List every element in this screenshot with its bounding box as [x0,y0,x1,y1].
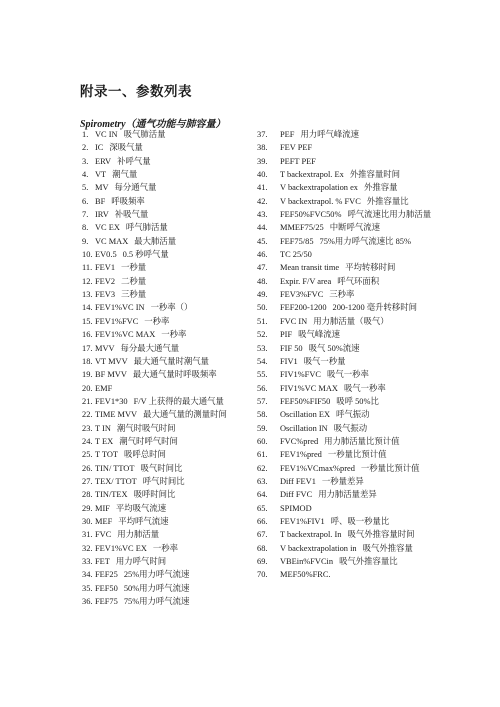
parameter-row [257,342,482,355]
parameter-row [82,342,252,355]
parameter-abbreviation: FEV1 [95,263,116,273]
parameter-row [82,328,252,341]
parameter-row [257,515,482,528]
parameter-list-left [82,128,252,608]
parameter-abbreviation: VC IN [95,130,118,139]
parameter-abbreviation: VBEin%FVCin [280,557,334,566]
parameter-number: 51. [257,316,268,326]
parameter-row [82,155,252,168]
parameter-row [257,382,482,395]
parameter-abbreviation: FEV1%VCmax%pred [280,463,355,473]
parameter-description: 每分通气量 [114,183,157,193]
parameter-abbreviation: EMF [95,383,113,393]
parameter-number: 27. [82,476,93,486]
parameter-list-right [257,128,482,582]
parameter-abbreviation: ERV [95,156,112,166]
parameter-number: 15. [82,316,93,326]
parameter-row [257,221,482,234]
parameter-description: 200-1200 毫升转移时间 [332,303,417,313]
parameter-abbreviation: Oscillation EX [280,410,331,420]
parameter-abbreviation: TIME MVV [95,410,138,420]
parameter-description: 75%用力呼气流速 [123,597,190,607]
parameter-abbreviation: V backextrapolation ex [280,183,358,193]
parameter-number: 4. [82,170,89,180]
parameter-abbreviation: T IN [95,423,111,433]
parameter-abbreviation: VC MAX [95,236,129,246]
parameter-abbreviation: TC 25/50 [280,250,312,260]
parameter-description: 最大肺活量 [134,236,177,246]
parameter-number: 16. [82,330,93,340]
parameter-row [257,275,482,288]
parameter-description: 二秒量 [121,276,147,286]
parameter-row [257,168,482,181]
parameter-row [82,168,252,181]
parameter-number: 9. [82,236,89,246]
parameter-abbreviation: FVC%pred [280,436,319,446]
parameter-abbreviation: PIF [280,330,293,340]
parameter-abbreviation: FVC [95,530,112,540]
parameter-abbreviation: T backextrapol. In [280,530,342,540]
parameter-row [82,315,252,328]
parameter-description: 用力呼气峰流速 [300,130,360,139]
parameter-description: 一秒率 [152,543,179,553]
parameter-abbreviation: T TOT [95,450,119,460]
parameter-row [257,141,482,154]
parameter-abbreviation: Diff FVC [280,490,313,500]
parameter-row [82,141,252,154]
parameter-description: 最大通气量时潮气量 [133,356,210,366]
parameter-number: 1. [82,130,89,139]
parameter-description: 一秒量差异 [321,476,364,486]
parameter-description: 补呼气量 [117,156,151,166]
parameter-row [82,395,252,408]
parameter-number: 36. [82,597,93,607]
parameter-abbreviation: TIN/TEX [95,490,128,500]
parameter-description: 呼气振动 [336,410,370,420]
parameter-row [82,235,252,248]
parameter-description: 平均吸气流速 [115,503,167,513]
parameter-abbreviation: VT MVV [95,356,128,366]
parameter-description: 50%用力呼气流速 [123,583,190,593]
parameter-description: 一秒量 [121,263,147,273]
parameter-row [257,555,482,568]
parameter-row [257,288,482,301]
parameter-number: 68. [257,543,268,553]
parameter-number: 18. [82,356,93,366]
parameter-number: 58. [257,410,268,420]
parameter-row [82,382,252,395]
section-heading: Spirometry（通气功能与肺容量） [80,119,226,130]
parameter-abbreviation: V backextrapolation in [280,543,357,553]
parameter-description: 25%用力呼气流速 [123,570,190,580]
parameter-row [82,528,252,541]
parameter-description: 一秒率 [161,330,187,340]
parameter-description: 三秒率 [329,290,355,300]
parameter-description: 吸气 50%流速 [308,343,360,353]
parameter-number: 5. [82,183,89,193]
parameter-row [82,568,252,581]
parameter-abbreviation: Mean transit time [280,263,340,273]
parameter-row [257,488,482,501]
parameter-number: 45. [257,236,268,246]
parameter-abbreviation: FEV3 [95,290,116,300]
parameter-number: 41. [257,183,268,193]
parameter-number: 37. [257,130,268,139]
parameter-description: 最大通气量的测量时间 [143,410,227,420]
parameter-description: 吸气峰流速 [298,330,340,340]
parameter-abbreviation: FEF50 [95,583,118,593]
parameter-row [82,181,252,194]
parameter-description: 外推容量时间 [349,170,401,180]
parameter-number: 14. [82,303,93,313]
parameter-number: 44. [257,223,268,233]
parameter-number: 7. [82,210,89,220]
parameter-row [82,488,252,501]
parameter-description: 吸气一秒率 [326,370,369,380]
parameter-row [82,128,252,141]
parameter-description: 呼、吸一秒量比 [330,516,390,526]
parameter-description: 吸气时间比 [140,463,183,473]
parameter-number: 6. [82,196,89,206]
parameter-description: 吸气外推容量比 [339,557,398,566]
parameter-abbreviation: FIV1%FVC [280,370,321,380]
parameter-description: 外推容量比 [366,196,409,206]
parameter-row [257,261,482,274]
parameter-abbreviation: BF [95,196,106,206]
parameter-abbreviation: MVV [95,343,115,353]
parameter-description: 一秒量比预计值 [360,463,420,473]
parameter-number: 10. [82,250,93,260]
parameter-description: F/V 上获得的最大通气量 [133,396,224,406]
parameter-abbreviation: FEV1%VC IN [95,303,145,313]
parameter-description: 吸气外推容量时间 [347,530,415,540]
parameter-row [257,248,482,261]
parameter-row [257,395,482,408]
parameter-abbreviation: TIN/ TTOT [95,463,135,473]
parameter-number: 35. [82,583,93,593]
parameter-number: 24. [82,436,93,446]
parameter-row [82,435,252,448]
parameter-description: 呼气时间比 [142,476,185,486]
parameter-row [257,235,482,248]
parameter-row [82,221,252,234]
parameter-number: 26. [82,463,93,473]
parameter-number: 12. [82,276,93,286]
parameter-description: 外推容量 [363,183,398,193]
parameter-description: 用力肺活量（吸气） [313,316,389,326]
parameter-row [82,208,252,221]
parameter-row [257,195,482,208]
parameter-row [82,408,252,421]
parameter-description: 一秒量比预计值 [327,450,387,460]
parameter-number: 63. [257,476,268,486]
parameter-row [257,368,482,381]
parameter-number: 61. [257,450,268,460]
parameter-row [82,275,252,288]
parameter-number: 57. [257,396,268,406]
page-title: 附录一、参数列表 [80,84,192,99]
parameter-abbreviation: FEV1%VC MAX [95,330,156,340]
parameter-abbreviation: FEV1%pred [280,450,322,460]
parameter-row [257,155,482,168]
parameter-number: 13. [82,290,93,300]
parameter-row [257,568,482,581]
parameter-number: 66. [257,516,268,526]
parameter-description: 潮气量 [112,170,138,180]
parameter-number: 38. [257,143,268,153]
parameter-description: 每分最大通气量 [120,343,180,353]
parameter-description: 吸呼时间比 [133,490,176,500]
parameter-abbreviation: Oscillation IN [280,423,328,433]
parameter-abbreviation: FEF75/85 [280,236,314,246]
parameter-row [257,542,482,555]
parameter-description: 用力呼气时间 [115,557,167,566]
parameter-row [82,195,252,208]
parameter-number: 31. [82,530,93,540]
parameter-row [257,502,482,515]
parameter-number: 21. [82,396,93,406]
parameter-abbreviation: FEV1*30 [95,396,128,406]
parameter-row [82,555,252,568]
parameter-number: 62. [257,463,268,473]
parameter-abbreviation: PEFT PEF [280,156,316,166]
parameter-abbreviation: SPIMOD [280,503,312,513]
parameter-row [82,542,252,555]
parameter-number: 69. [257,557,268,566]
parameter-abbreviation: T EX [95,436,114,446]
parameter-number: 60. [257,436,268,446]
parameter-row [82,582,252,595]
parameter-abbreviation: FEV1%FVC [95,316,139,326]
parameter-row [82,502,252,515]
parameter-row [82,355,252,368]
parameter-description: 补吸气量 [114,210,149,220]
parameter-description: 呼气流速比用力肺活量 [347,210,432,220]
parameter-description: 一秒率 [144,316,170,326]
parameter-description: 呼气环面积 [337,276,380,286]
parameter-number: 59. [257,423,268,433]
parameter-number: 17. [82,343,93,353]
parameter-abbreviation: IRV [95,210,109,220]
parameter-description: 一秒率（） [150,303,193,313]
parameter-number: 52. [257,330,268,340]
parameter-abbreviation: VT [95,170,107,180]
parameter-row [257,301,482,314]
parameter-description: 吸呼 50%比 [336,396,379,406]
parameter-description: 最大通气量时呼吸频率 [132,370,217,380]
parameter-abbreviation: EV0.5 [95,250,117,260]
parameter-number: 43. [257,210,268,220]
parameter-abbreviation: FEV1%VC EX [95,543,147,553]
parameter-description: 呼气肺活量 [125,223,168,233]
parameter-number: 67. [257,530,268,540]
parameter-row [257,475,482,488]
parameter-abbreviation: MIF [95,503,110,513]
parameter-description: 平均呼气流速 [118,516,169,526]
parameter-abbreviation: T backextrapol. Ex [280,170,344,180]
parameter-abbreviation: FEF50%FIF50 [280,396,331,406]
parameter-abbreviation: VC EX [95,223,120,233]
parameter-abbreviation: FIF 50 [280,343,303,353]
parameter-number: 40. [257,170,268,180]
parameter-number: 2. [82,143,89,153]
parameter-number: 20. [82,383,93,393]
parameter-number: 30. [82,516,93,526]
parameter-row [82,301,252,314]
parameter-row [82,475,252,488]
parameter-description: 潮气时吸气时间 [116,423,176,433]
parameter-abbreviation: FIV1%VC MAX [280,383,338,393]
parameter-number: 11. [82,263,93,273]
parameter-abbreviation: Expir. F/V area [280,276,332,286]
parameter-row [257,408,482,421]
parameter-abbreviation: MEF [95,516,113,526]
parameter-row [82,261,252,274]
parameter-number: 33. [82,557,93,566]
parameter-number: 28. [82,490,93,500]
parameter-abbreviation: MMEF75/25 [280,223,324,233]
parameter-description: 0.5 秒呼气量 [122,250,169,260]
parameter-abbreviation: FEV3%FVC [280,290,324,300]
parameter-number: 3. [82,156,89,166]
parameter-number: 65. [257,503,268,513]
parameter-abbreviation: FVC IN [280,316,308,326]
parameter-row [257,315,482,328]
parameter-abbreviation: FEF75 [95,597,118,607]
parameter-abbreviation: FEF25 [95,570,118,580]
parameter-row [82,248,252,261]
parameter-abbreviation: TEX/ TTOT [95,476,137,486]
parameter-number: 64. [257,490,268,500]
parameter-row [257,328,482,341]
parameter-description: 潮气时呼气时间 [119,436,178,446]
parameter-number: 55. [257,370,268,380]
parameter-number: 42. [257,196,268,206]
parameter-description: 三秒量 [121,290,147,300]
parameter-description: 平均转移时间 [345,263,396,273]
parameter-description: 吸气振动 [333,423,368,433]
parameter-row [82,422,252,435]
parameter-number: 56. [257,383,268,393]
parameter-row [257,128,482,141]
parameter-number: 29. [82,503,93,513]
parameter-row [82,288,252,301]
parameter-description: 呼吸频率 [111,196,145,206]
parameter-number: 22. [82,410,93,420]
parameter-abbreviation: IC [95,143,104,153]
parameter-number: 32. [82,543,93,553]
parameter-number: 48. [257,276,268,286]
parameter-description: 吸气一秒量 [303,356,346,366]
parameter-number: 49. [257,290,268,300]
parameter-abbreviation: FEV PEF [280,143,313,153]
parameter-row [257,435,482,448]
parameter-row [257,355,482,368]
parameter-abbreviation: MEF50%FRC. [280,570,331,580]
parameter-description: 吸气外推容量 [362,543,413,553]
parameter-number: 50. [257,303,268,313]
parameter-description: 吸气一秒率 [343,383,386,393]
parameter-row [82,448,252,461]
parameter-number: 23. [82,423,93,433]
parameter-row [82,515,252,528]
parameter-row [257,181,482,194]
parameter-abbreviation: FIV1 [280,356,298,366]
parameter-description: 用力肺活量 [117,530,160,540]
parameter-number: 19. [82,370,93,380]
parameter-description: 中断呼气流速 [329,223,380,233]
parameter-row [82,368,252,381]
parameter-abbreviation: V backextrapol. % FVC [280,196,361,206]
parameter-row [257,448,482,461]
parameter-abbreviation: MV [95,183,109,193]
parameter-abbreviation: FEV1%FIV1 [280,516,325,526]
parameter-number: 39. [257,156,268,166]
parameter-description: 用力肺活量比预计值 [324,436,400,446]
parameter-row [257,422,482,435]
parameter-description: 75%用力呼气流速比 85% [319,236,411,246]
parameter-number: 70. [257,570,268,580]
parameter-abbreviation: FEF200-1200 [280,303,327,313]
parameter-description: 吸气肺活量 [123,130,166,139]
parameter-number: 34. [82,570,93,580]
parameter-abbreviation: PEF [280,130,295,139]
parameter-row [257,528,482,541]
parameter-number: 47. [257,263,268,273]
parameter-row [82,462,252,475]
parameter-row [257,462,482,475]
parameter-row [82,595,252,608]
parameter-abbreviation: FEF50%FVC50% [280,210,342,220]
parameter-row [257,208,482,221]
parameter-number: 46. [257,250,268,260]
parameter-number: 25. [82,450,93,460]
parameter-number: 8. [82,223,89,233]
parameter-abbreviation: FET [95,557,110,566]
parameter-description: 吸呼总时间 [124,450,166,460]
parameter-description: 深吸气量 [109,143,143,153]
parameter-abbreviation: BF MVV [95,370,127,380]
parameter-abbreviation: FEV2 [95,276,116,286]
parameter-number: 54. [257,356,268,366]
parameter-number: 53. [257,343,268,353]
parameter-description: 用力肺活量差异 [318,490,377,500]
parameter-abbreviation: Diff FEV1 [280,476,316,486]
